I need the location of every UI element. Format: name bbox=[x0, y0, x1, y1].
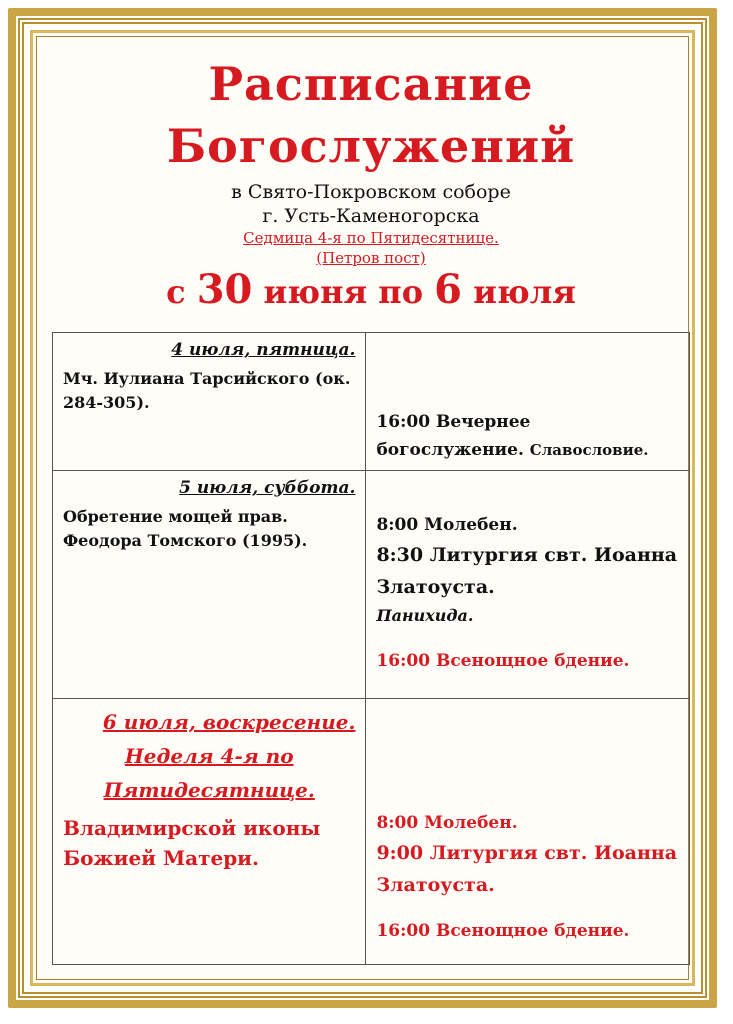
date-range bbox=[52, 268, 690, 314]
table-row bbox=[53, 333, 690, 471]
service-evening-main: 16:00 Вечернее богослужение. bbox=[376, 412, 531, 460]
city-name: г. Усть-Каменогорска bbox=[262, 205, 480, 227]
dates-to: 6 bbox=[434, 266, 463, 313]
fast-name: (Петров пост) bbox=[316, 249, 426, 267]
page-title-line1: Расписание bbox=[208, 57, 534, 111]
table-row bbox=[53, 471, 690, 699]
day-label: 5 июля, суббота. bbox=[179, 478, 356, 498]
service-vigil: 16:00 Всенощное бдение. bbox=[376, 921, 630, 941]
schedule-table bbox=[52, 332, 690, 965]
table-row bbox=[53, 699, 690, 965]
services-cell bbox=[366, 333, 690, 471]
header bbox=[52, 40, 690, 314]
services-cell bbox=[366, 471, 690, 699]
service-moleben: 8:00 Молебен. bbox=[376, 515, 518, 535]
week-label-line2: Пятидесятнице. bbox=[103, 778, 315, 802]
dates-prefix: с bbox=[166, 273, 197, 311]
week-label-line1: Неделя 4-я по bbox=[124, 744, 294, 768]
day-cell bbox=[53, 471, 366, 699]
service-vigil: 16:00 Всенощное бдение. bbox=[376, 651, 630, 671]
service-evening bbox=[376, 408, 679, 464]
saint-commemoration: Мч. Иулиана Тарсийского (ок. 284-305). bbox=[63, 369, 351, 412]
dates-mid: июня по bbox=[252, 273, 435, 311]
day-cell bbox=[53, 333, 366, 471]
day-cell bbox=[53, 699, 366, 965]
page-title-line2: Богослужений bbox=[166, 119, 576, 173]
saint-commemoration: Обретение мощей прав. Феодора Томского (1995). bbox=[63, 507, 308, 550]
cathedral-name: в Свято-Покровском соборе bbox=[231, 181, 511, 203]
services-cell bbox=[366, 699, 690, 965]
sedmica-line: Седмица 4-я по Пятидесятнице. bbox=[243, 229, 499, 247]
feast-name: Владимирской иконы Божией Матери. bbox=[63, 816, 321, 870]
day-label: 4 июля, пятница. bbox=[171, 340, 356, 360]
service-liturgy: 8:30 Литургия свт. Иоанна Златоуста. bbox=[376, 544, 678, 598]
dates-suffix: июля bbox=[462, 273, 576, 311]
dates-from: 30 bbox=[196, 266, 253, 313]
service-moleben: 8:00 Молебен. bbox=[376, 813, 518, 833]
day-label: 6 июля, воскресение. bbox=[102, 710, 356, 734]
service-panikhida: Панихида. bbox=[376, 606, 474, 625]
service-evening-extra: Славословие. bbox=[529, 441, 649, 459]
service-liturgy: 9:00 Литургия свт. Иоанна Златоуста. bbox=[376, 842, 678, 896]
